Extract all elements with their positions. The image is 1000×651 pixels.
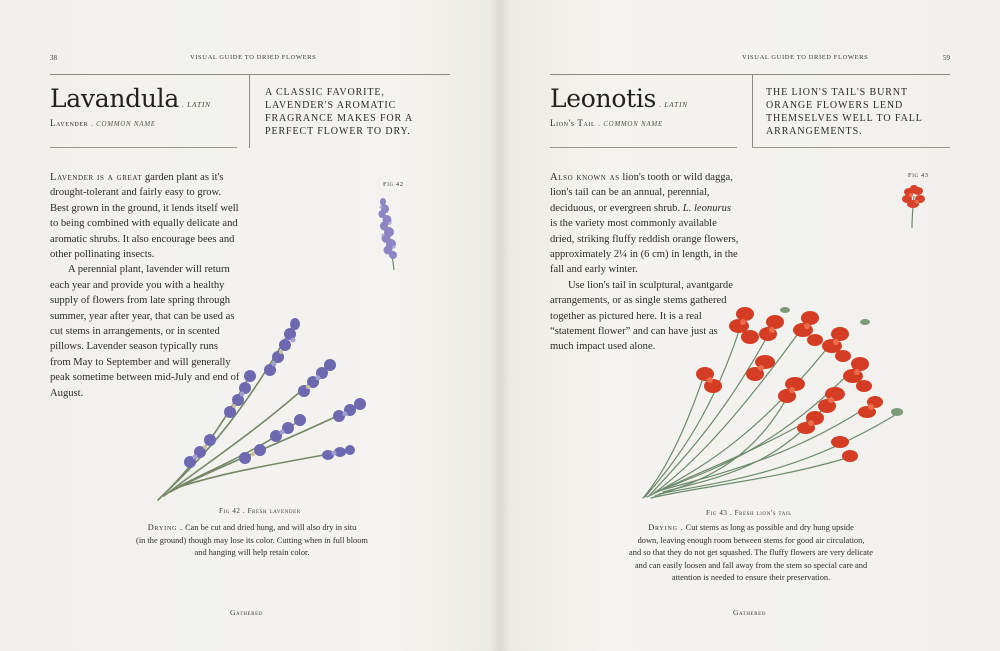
genus-heading [550,84,688,113]
drying-line: attention is needed to ensure their preservation. [671,573,831,583]
body-paragraph: Use lion's tail in sculptural, avantgarde arrangements, or as single stems gathered together as pictured here. It is a real “statement flower” and can have just as much impact used alone. [550,279,733,353]
page-number: 59 [943,54,950,62]
genus-name: Leonotis [550,84,657,113]
page-number: 38 [50,54,57,62]
common-name-label: . COMMON NAME [91,120,156,128]
latin-label: . LATIN [181,100,211,109]
drying-line: Can be cut and dried hung, and will also dry in situ [185,523,357,532]
common-name: Lavender [50,118,89,128]
paragraph-text: is the variety most commonly available dried, striking fluffy reddish orange flowers, approximately 2¼ in (6 cm) in length, in the fall and early winter. [550,218,739,276]
right-page [500,0,1000,651]
running-head [550,54,950,68]
paragraph-text: lion's tooth or wild dagga, lion's tail can be an annual, perennial, deciduous, or evergreen shrub. [550,172,733,214]
running-title: VISUAL GUIDE TO DRIED FLOWERS [742,54,869,61]
lavender-sprig-icon [372,192,412,272]
header-bottom-rule [550,147,737,148]
common-name-label: . COMMON NAME [598,120,663,128]
running-title: VISUAL GUIDE TO DRIED FLOWERS [190,54,317,61]
figure-caption: Fig 43 . Fresh lion's tail [706,509,792,517]
drying-line: down, leaving enough room between stems for good air circulation, [637,535,865,545]
lead-in: Lavender is a great [50,172,143,183]
drying-label: Drying . [648,523,684,532]
paragraph-text: garden plant as it's drought-tolerant and fairly easy to grow. Best grown in the ground, it lends itself well to being combined with equally delicate and aromatic shrubs. It also encourage bees and other pollinating insects. [50,172,239,261]
header-bottom-rule [50,147,237,148]
body-paragraph [550,170,740,278]
drying-note [118,522,386,560]
drying-note [608,522,894,585]
header-bottom-rule-right [752,147,950,148]
header-divider [752,75,753,148]
common-name-line [550,113,663,131]
intro-text: THE LION'S TAIL'S BURNT ORANGE FLOWERS LEND THEMSELVES WELL TO FALL ARRANGEMENTS. [766,87,923,137]
body-paragraph [50,170,240,262]
latin-label: . LATIN [659,100,688,109]
body-paragraph: A perennial plant, lavender will return each year and provide you with a healthy supply of flowers from late spring through summer, year after year, that can be used as cut stems in arrangements, or in scented pillows. Lavender season typically runs from May to September and will generally peak sometime between mid-July and end of August. [50,264,240,399]
footer-imprint: Gathered [733,608,766,617]
lion-tail-sprig-icon [898,184,938,234]
drying-line: and can easily loosen and fall away from the stem so special care and [634,560,868,570]
common-name: Lion's Tail [550,118,596,128]
lead-in: Also known as [550,172,620,183]
drying-line: Cut stems as long as possible and dry hung upside [685,523,854,532]
fig-label: Fig 43 [908,172,929,179]
species-name: L. leonurus [682,202,732,214]
running-head [50,54,450,68]
genus-heading [50,84,211,113]
lion-tail-bouquet-icon [635,292,905,507]
intro-text: A CLASSIC FAVORITE, LAVENDER'S AROMATIC FRAGRANCE MAKES FOR A PERFECT FLOWER TO DRY. [265,87,413,137]
drying-line: and hanging will help retain color. [194,548,310,558]
common-name-line [50,113,156,131]
lavender-bouquet-icon [150,310,390,510]
header-divider [249,75,250,148]
drying-label: Drying . [147,523,183,532]
fig-label: Fig 42 [383,181,404,188]
drying-line: (in the ground) though may lose its color. Cutting when in full bloom [136,535,368,545]
header-rule [50,74,450,75]
figure-caption: Fig 42 . Fresh lavender [219,507,301,515]
genus-name: Lavandula [50,84,179,113]
drying-line: and so that they do not get squashed. The fluffy flowers are very delicate [629,548,873,558]
header-rule [550,74,950,75]
footer-imprint: Gathered [230,608,263,617]
